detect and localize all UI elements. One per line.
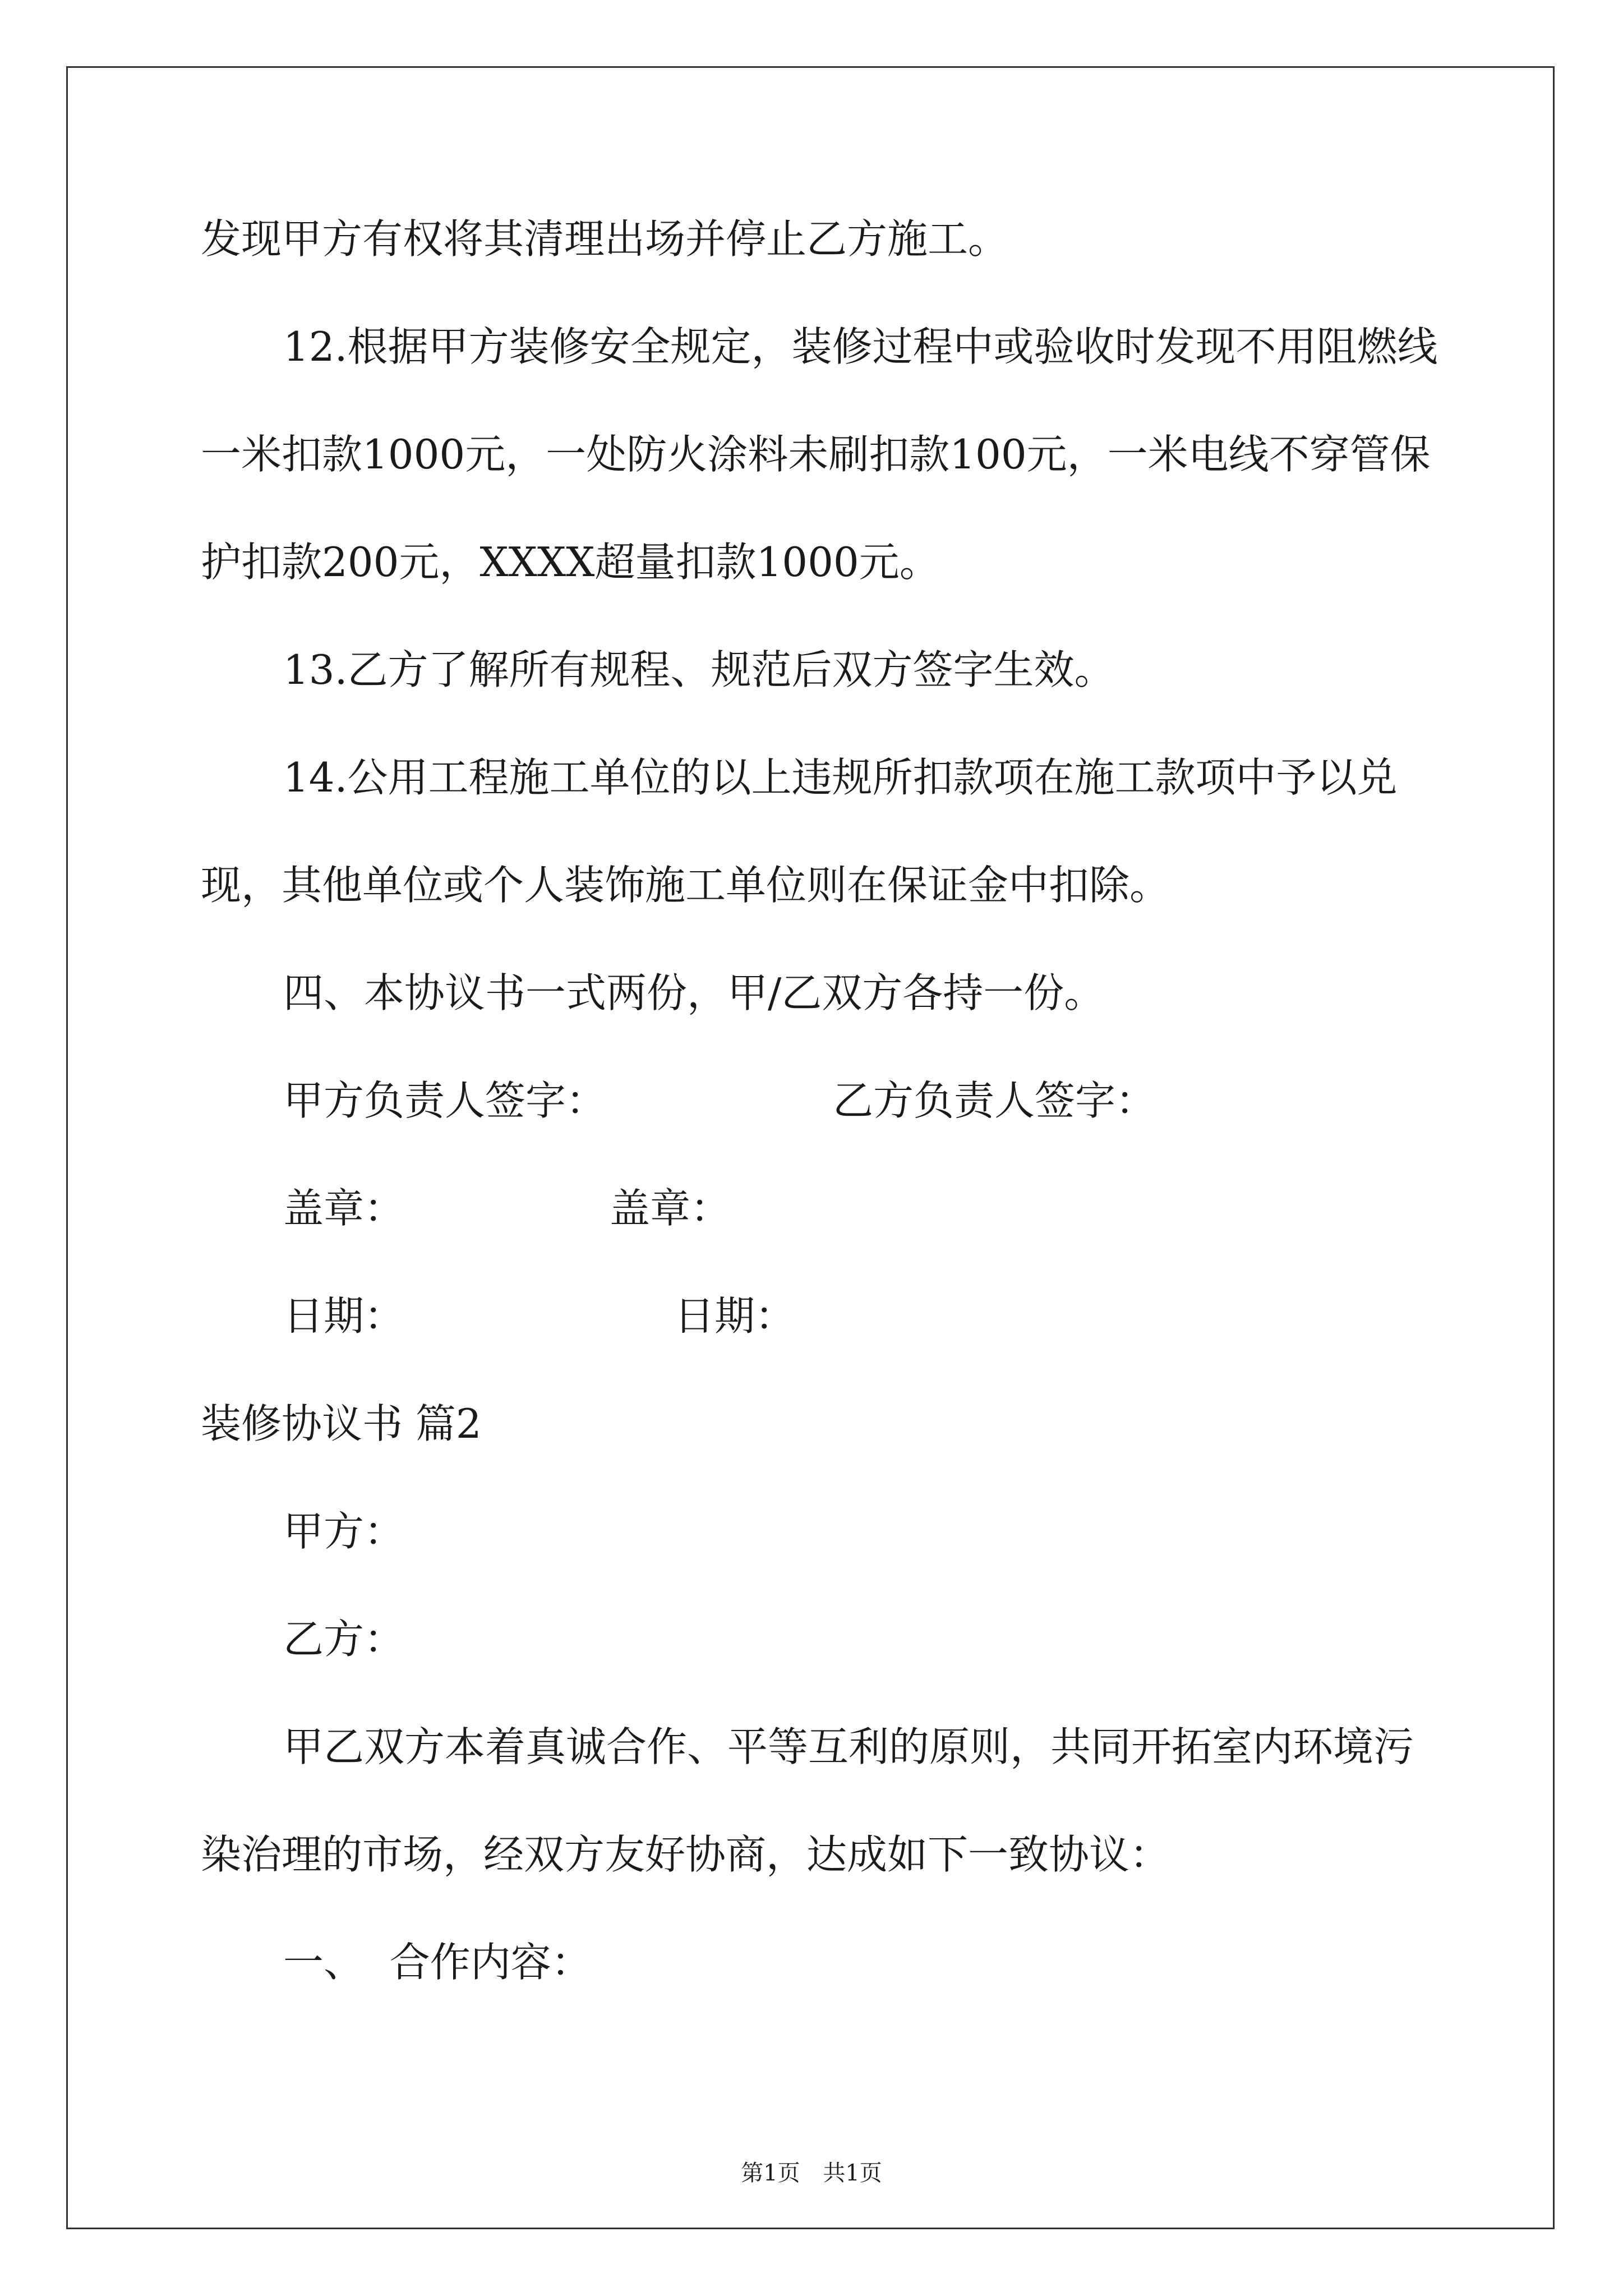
party-a-date-label: 日期： — [283, 1292, 405, 1340]
party-b-signature-label: 乙方负责人签字： — [833, 1077, 1156, 1124]
body-line-6: 14.公用工程施工单位的以上违规所扣款项在施工款项中予以兑 — [283, 754, 1398, 801]
section2-party-a: 甲方： — [283, 1508, 405, 1555]
body-line-1: 发现甲方有权将其清理出场并停止乙方施工。 — [201, 215, 1009, 263]
body-line-5: 13.乙方了解所有规程、规范后双方签字生效。 — [283, 646, 1115, 693]
party-a-signature-label: 甲方负责人签字： — [283, 1077, 607, 1124]
section2-item-1: 一、 合作内容： — [283, 1939, 592, 1986]
section2-title: 装修协议书 篇2 — [201, 1400, 482, 1447]
page-number: 第1页 — [741, 2160, 800, 2186]
section2-party-b: 乙方： — [283, 1616, 405, 1663]
party-a-seal-label: 盖章： — [283, 1185, 405, 1232]
page-footer — [0, 2157, 1623, 2189]
section2-intro-line-1: 甲乙双方本着真诚合作、平等互利的原则，共同开拓室内环境污 — [283, 1723, 1414, 1770]
page-total: 共1页 — [823, 2160, 882, 2186]
body-line-4: 护扣款200元，XXXX超量扣款1000元。 — [201, 539, 940, 586]
section2-intro-line-2: 染治理的市场，经双方友好协商，达成如下一致协议： — [201, 1831, 1170, 1878]
page-border — [66, 66, 1555, 2229]
party-b-seal-label: 盖章： — [610, 1185, 731, 1232]
body-line-7: 现，其他单位或个人装饰施工单位则在保证金中扣除。 — [201, 862, 1170, 909]
body-line-3: 一米扣款1000元，一处防火涂料未刷扣款100元，一米电线不穿管保 — [201, 431, 1431, 478]
body-line-8: 四、本协议书一式两份，甲/乙双方各持一份。 — [283, 969, 1105, 1016]
party-b-date-label: 日期： — [674, 1292, 796, 1340]
body-line-2: 12.根据甲方装修安全规定，装修过程中或验收时发现不用阻燃线 — [283, 323, 1438, 370]
